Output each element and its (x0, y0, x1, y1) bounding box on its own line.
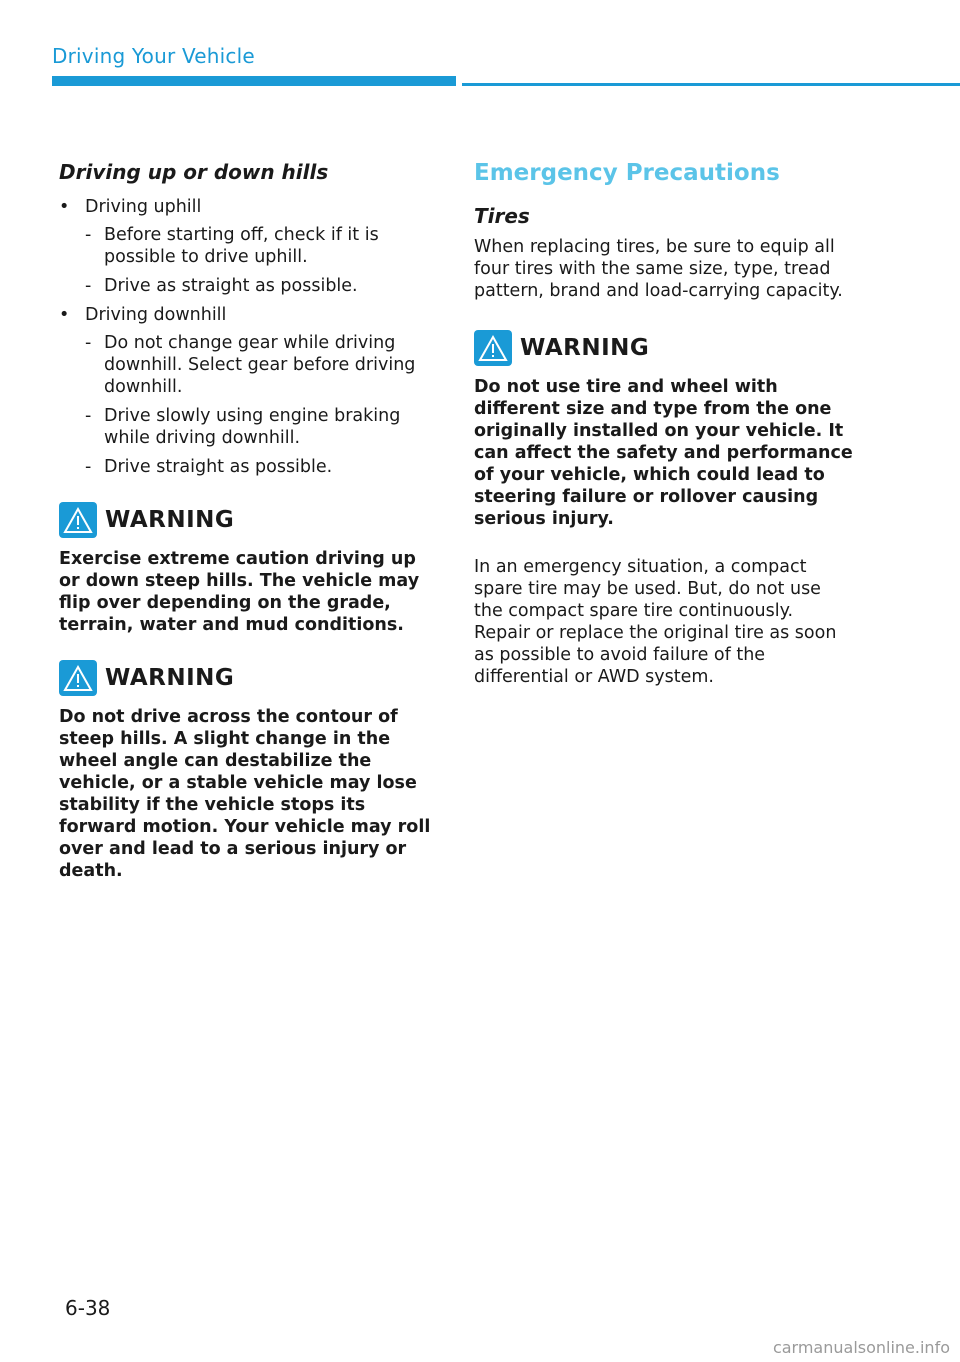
warning-box-contour (59, 658, 439, 882)
warning-title: WARNING (105, 665, 235, 691)
bullet-label: Driving downhill (85, 305, 227, 325)
warning-header (59, 658, 439, 698)
sub-item-text: Before starting off, check if it is possible to drive uphill. (104, 225, 379, 267)
sub-dash: - (85, 333, 92, 353)
sub-item (59, 456, 439, 478)
warning-title: WARNING (105, 507, 235, 533)
sub-item-text: Do not change gear while driving downhill. Select gear before driving downhill. (104, 333, 416, 397)
bullet-label: Driving uphill (85, 197, 202, 217)
bullet-dot: • (59, 197, 70, 217)
watermark-link[interactable]: carmanualsonline.info (772, 1338, 950, 1357)
warning-triangle-icon (59, 660, 97, 696)
header-rule-thin (462, 83, 960, 86)
sub-item-text: Drive straight as possible. (104, 457, 333, 477)
sub-dash: - (85, 225, 92, 245)
warning-triangle-icon (474, 330, 512, 366)
tires-intro: When replacing tires, be sure to equip all four tires with the same size, type, tread pattern, brand and load-carrying capacity. (474, 237, 843, 301)
sub-dash: - (85, 406, 92, 426)
warning-triangle-icon (59, 502, 97, 538)
header-rule-accent (52, 76, 456, 86)
warning-box-hills (59, 500, 439, 636)
sub-item-text: Drive slowly using engine braking while driving downhill. (104, 406, 401, 448)
right-column (474, 160, 854, 688)
warning-header (474, 328, 854, 368)
bullet-dot: • (59, 305, 70, 325)
bullet-downhill (59, 304, 439, 326)
warning-text: Do not drive across the contour of steep hills. A slight change in the wheel angle can destabilize the vehicle, or a stable vehicle may lose stability if the vehicle stops its forward motion. Your vehicle may roll over and lead to a serious injury or death. (59, 707, 431, 881)
hills-heading: Driving up or down hills (59, 160, 329, 184)
tires-heading: Tires (474, 204, 530, 228)
warning-header (59, 500, 439, 540)
page-number: 6-38 (65, 1296, 111, 1320)
sub-item-text: Drive as straight as possible. (104, 276, 358, 296)
sub-item (59, 332, 439, 398)
sub-dash: - (85, 276, 92, 296)
warning-box-tires (474, 328, 854, 530)
sub-item (59, 405, 439, 449)
section-title: Emergency Precautions (474, 160, 780, 186)
bullet-uphill (59, 196, 439, 218)
warning-text: Exercise extreme caution driving up or down steep hills. The vehicle may flip over depending on the grade, terrain, water and mud conditions. (59, 549, 420, 635)
warning-text: Do not use tire and wheel with different size and type from the one originally installed on your vehicle. It can affect the safety and performance of your vehicle, which could lead to steering failure or rollover causing serious injury. (474, 377, 853, 529)
sub-dash: - (85, 457, 92, 477)
header-title: Driving Your Vehicle (52, 44, 255, 68)
warning-title: WARNING (520, 335, 650, 361)
sub-item (59, 224, 439, 268)
spare-tire-paragraph: In an emergency situation, a compact spare tire may be used. But, do not use the compact spare tire continuously. Repair or replace the original tire as soon as possible to avoid failure of the differential or AWD system. (474, 557, 837, 687)
left-column (59, 160, 439, 882)
sub-item (59, 275, 439, 297)
